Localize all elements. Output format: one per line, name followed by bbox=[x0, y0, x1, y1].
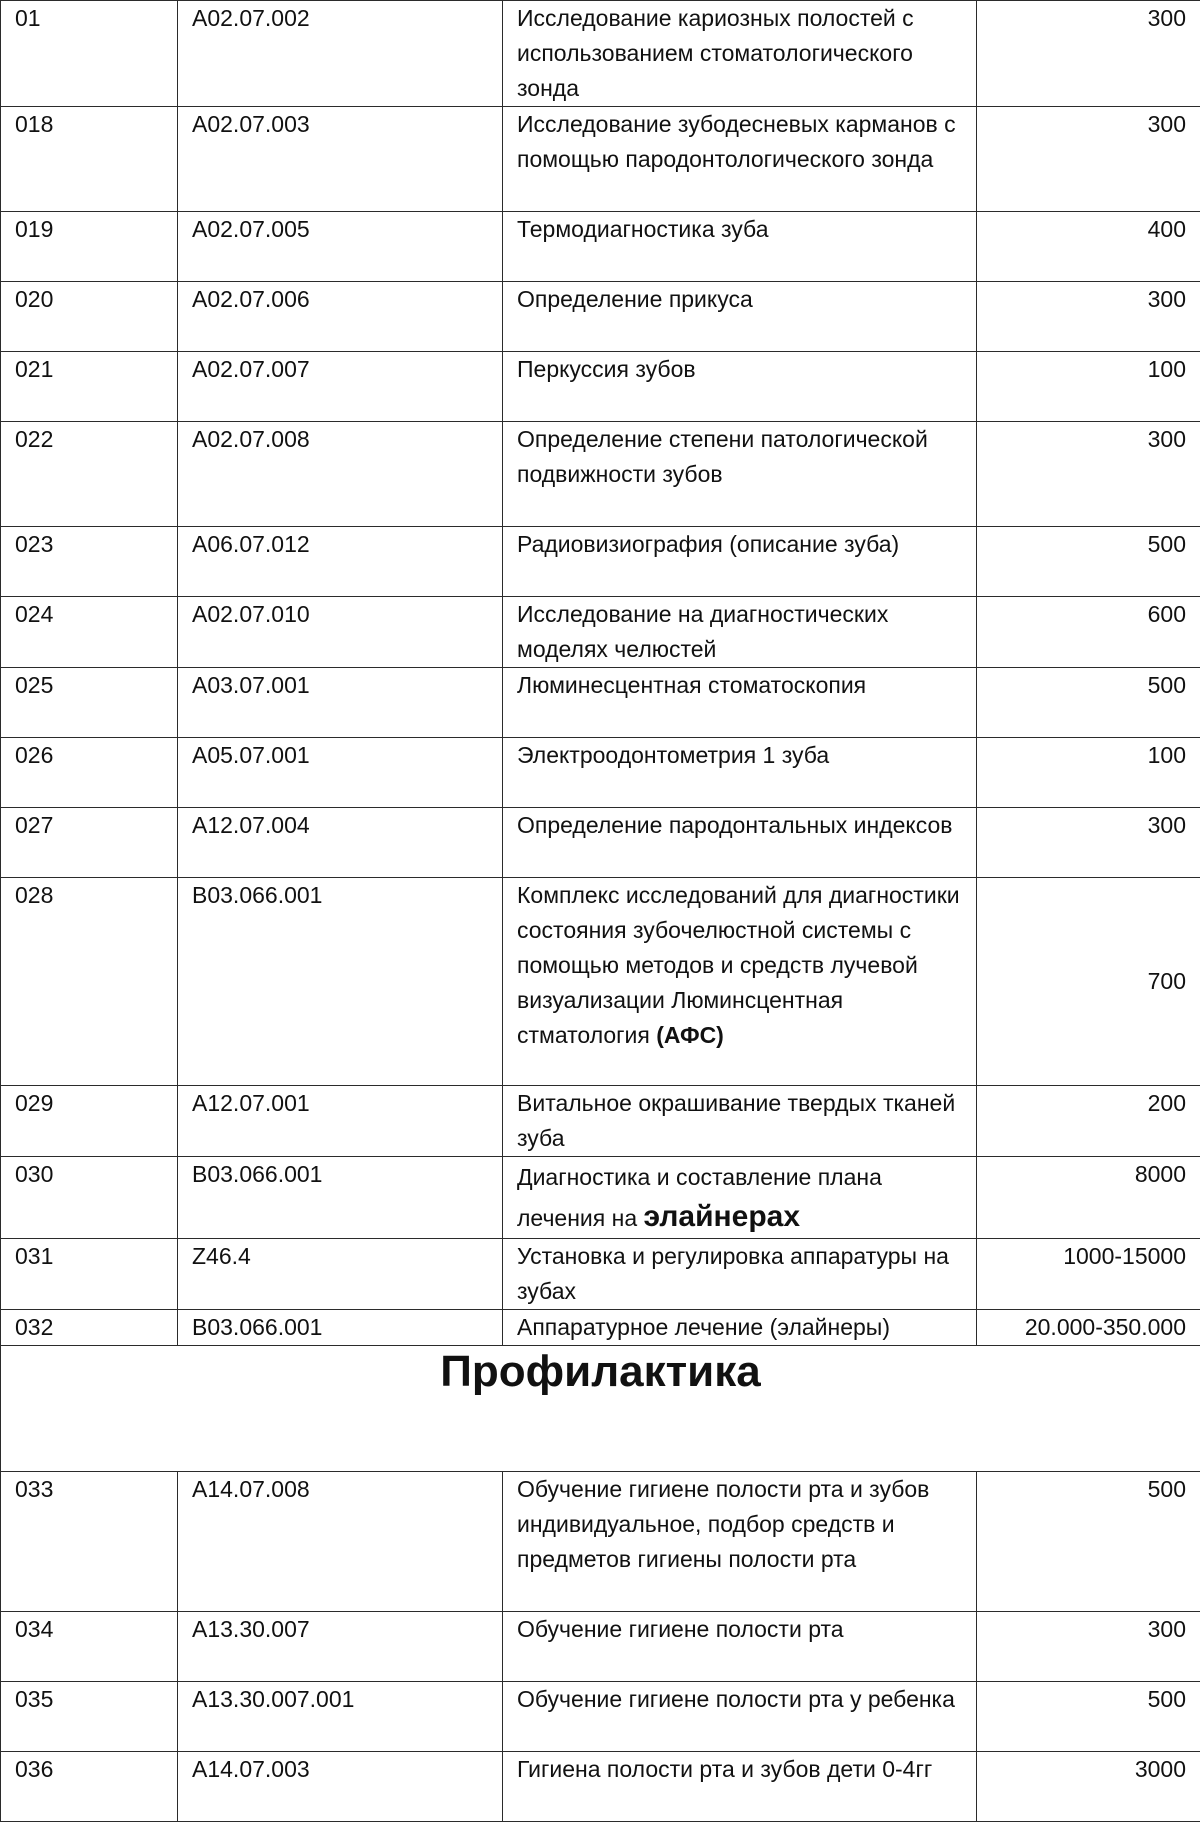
service-code: A02.07.003 bbox=[178, 107, 503, 212]
service-code: A02.07.007 bbox=[178, 352, 503, 422]
row-number: 030 bbox=[1, 1157, 178, 1239]
service-name: Гигиена полости рта и зубов дети 0-4гг bbox=[503, 1752, 977, 1822]
row-number: 026 bbox=[1, 738, 178, 808]
service-price: 300 bbox=[977, 282, 1200, 352]
table-row-030 bbox=[1, 1157, 1200, 1239]
table-row bbox=[1, 422, 1200, 527]
service-code: A13.30.007 bbox=[178, 1612, 503, 1682]
section-title: Профилактика bbox=[1, 1346, 1200, 1472]
row-number: 027 bbox=[1, 808, 178, 878]
service-code: B03.066.001 bbox=[178, 1157, 503, 1239]
service-name: Люминесцентная стоматоскопия bbox=[503, 668, 977, 738]
service-code: Z46.4 bbox=[178, 1239, 503, 1310]
service-name: Перкуссия зубов bbox=[503, 352, 977, 422]
service-price: 300 bbox=[977, 1, 1200, 107]
row-number: 032 bbox=[1, 1310, 178, 1346]
service-name-text: Диагностика и составление плана лечения на bbox=[517, 1164, 882, 1231]
service-code: A02.07.002 bbox=[178, 1, 503, 107]
service-price: 500 bbox=[977, 527, 1200, 597]
service-name: Определение прикуса bbox=[503, 282, 977, 352]
service-price: 100 bbox=[977, 352, 1200, 422]
service-name: Электроодонтометрия 1 зуба bbox=[503, 738, 977, 808]
row-number: 022 bbox=[1, 422, 178, 527]
table-row bbox=[1, 597, 1200, 668]
table-row bbox=[1, 527, 1200, 597]
service-price: 8000 bbox=[977, 1157, 1200, 1239]
row-number: 034 bbox=[1, 1612, 178, 1682]
service-price: 3000 bbox=[977, 1752, 1200, 1822]
service-code: A03.07.001 bbox=[178, 668, 503, 738]
row-number: 01 bbox=[1, 1, 178, 107]
table-row bbox=[1, 1682, 1200, 1752]
service-name: Обучение гигиене полости рта и зубов индивидуальное, подбор средств и предметов гигиены полости рта bbox=[503, 1472, 977, 1612]
table-row-028 bbox=[1, 878, 1200, 1086]
service-price: 100 bbox=[977, 738, 1200, 808]
service-name: Исследование зубодесневых карманов с помощью пародонтологического зонда bbox=[503, 107, 977, 212]
service-code: A02.07.010 bbox=[178, 597, 503, 668]
service-name: Обучение гигиене полости рта bbox=[503, 1612, 977, 1682]
table-row bbox=[1, 1, 1200, 107]
table-row-029 bbox=[1, 1086, 1200, 1157]
service-code: A12.07.004 bbox=[178, 808, 503, 878]
row-number: 019 bbox=[1, 212, 178, 282]
service-price: 600 bbox=[977, 597, 1200, 668]
service-code: A14.07.008 bbox=[178, 1472, 503, 1612]
service-price: 500 bbox=[977, 668, 1200, 738]
service-price: 1000-15000 bbox=[977, 1239, 1200, 1310]
service-name: Термодиагностика зуба bbox=[503, 212, 977, 282]
service-code: A02.07.006 bbox=[178, 282, 503, 352]
service-code: A12.07.001 bbox=[178, 1086, 503, 1157]
service-name-bold: элайнерах bbox=[644, 1200, 801, 1233]
service-code: B03.066.001 bbox=[178, 1310, 503, 1346]
service-name: Установка и регулировка аппаратуры на зубах bbox=[503, 1239, 977, 1310]
service-price: 200 bbox=[977, 1086, 1200, 1157]
table-row bbox=[1, 668, 1200, 738]
row-number: 025 bbox=[1, 668, 178, 738]
table-row-031 bbox=[1, 1239, 1200, 1310]
service-code: A05.07.001 bbox=[178, 738, 503, 808]
row-number: 035 bbox=[1, 1682, 178, 1752]
service-name: Определение пародонтальных индексов bbox=[503, 808, 977, 878]
table-row bbox=[1, 1752, 1200, 1822]
service-code: B03.066.001 bbox=[178, 878, 503, 1086]
row-number: 029 bbox=[1, 1086, 178, 1157]
service-price: 20.000-350.000 bbox=[977, 1310, 1200, 1346]
row-number: 020 bbox=[1, 282, 178, 352]
service-price: 400 bbox=[977, 212, 1200, 282]
service-name: Исследование на диагностических моделях челюстей bbox=[503, 597, 977, 668]
section-row bbox=[1, 1346, 1200, 1472]
row-number: 024 bbox=[1, 597, 178, 668]
table-row bbox=[1, 1472, 1200, 1612]
service-price: 300 bbox=[977, 808, 1200, 878]
row-number: 031 bbox=[1, 1239, 178, 1310]
row-number: 018 bbox=[1, 107, 178, 212]
service-price: 500 bbox=[977, 1472, 1200, 1612]
table-row-032 bbox=[1, 1310, 1200, 1346]
service-name: Обучение гигиене полости рта у ребенка bbox=[503, 1682, 977, 1752]
service-name-bold: (АФС) bbox=[656, 1022, 724, 1048]
service-code: A14.07.003 bbox=[178, 1752, 503, 1822]
row-number: 023 bbox=[1, 527, 178, 597]
table-row bbox=[1, 808, 1200, 878]
table-row bbox=[1, 212, 1200, 282]
service-name: Радиовизиография (описание зуба) bbox=[503, 527, 977, 597]
service-code: A06.07.012 bbox=[178, 527, 503, 597]
service-name-text: Комплекс исследований для диагностики состояния зубочелюстной системы с помощью методов и средств лучевой визуализации Люминсцентная стматология bbox=[517, 882, 960, 1048]
service-code: A13.30.007.001 bbox=[178, 1682, 503, 1752]
row-number: 036 bbox=[1, 1752, 178, 1822]
table-body-prevention bbox=[1, 1472, 1200, 1822]
service-name: Исследование кариозных полостей с использованием стоматологического зонда bbox=[503, 1, 977, 107]
service-price: 700 bbox=[977, 878, 1200, 1086]
table-body-diagnostics bbox=[1, 1, 1200, 878]
table-row bbox=[1, 352, 1200, 422]
service-price: 500 bbox=[977, 1682, 1200, 1752]
service-price: 300 bbox=[977, 422, 1200, 527]
service-name: Определение степени патологической подвижности зубов bbox=[503, 422, 977, 527]
service-name: Витальное окрашивание твердых тканей зуба bbox=[503, 1086, 977, 1157]
table-row bbox=[1, 1612, 1200, 1682]
service-code: A02.07.008 bbox=[178, 422, 503, 527]
table-row bbox=[1, 282, 1200, 352]
service-price: 300 bbox=[977, 107, 1200, 212]
service-name bbox=[503, 1157, 977, 1239]
row-number: 021 bbox=[1, 352, 178, 422]
service-name: Аппаратурное лечение (элайнеры) bbox=[503, 1310, 977, 1346]
row-number: 028 bbox=[1, 878, 178, 1086]
table-body-specials bbox=[1, 878, 1200, 1472]
service-code: A02.07.005 bbox=[178, 212, 503, 282]
row-number: 033 bbox=[1, 1472, 178, 1612]
table-row bbox=[1, 738, 1200, 808]
service-name bbox=[503, 878, 977, 1086]
table-row bbox=[1, 107, 1200, 212]
service-price: 300 bbox=[977, 1612, 1200, 1682]
